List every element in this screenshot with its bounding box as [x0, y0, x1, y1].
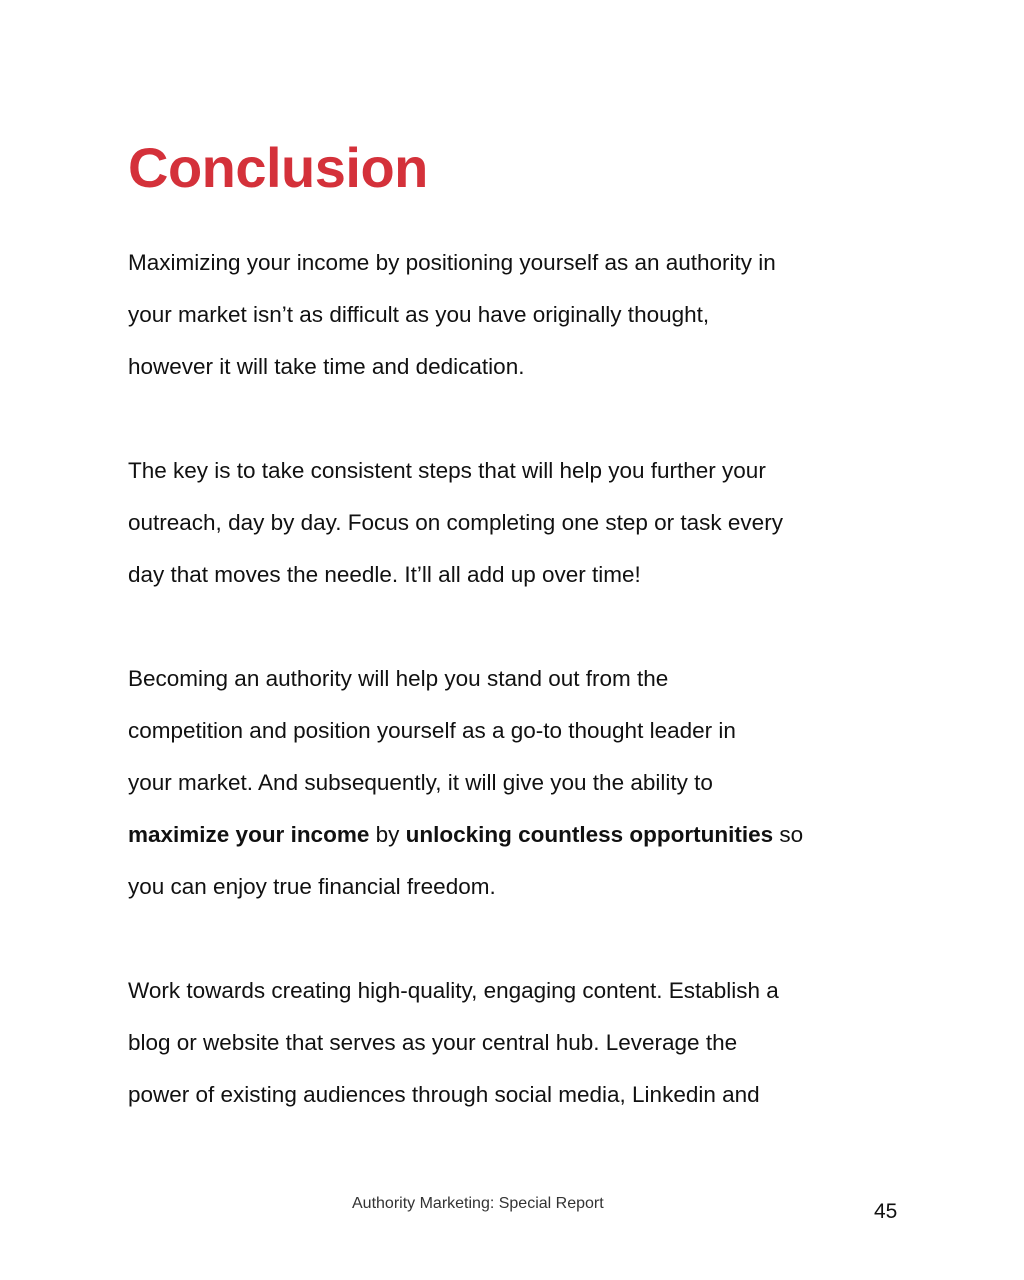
connector-text: by: [369, 822, 406, 847]
bold-phrase-maximize-income: maximize your income: [128, 822, 370, 847]
paragraph-4: [128, 965, 918, 1121]
page-number: 45: [874, 1200, 898, 1223]
paragraph-line: Work towards creating high-quality, engaging content. Establish a: [128, 978, 779, 1003]
paragraph-line: your market isn’t as difficult as you have originally thought,: [128, 302, 710, 327]
paragraph-2: [128, 445, 918, 601]
page-title: Conclusion: [128, 136, 428, 199]
footer-report-title: Authority Marketing: Special Report: [352, 1195, 604, 1212]
paragraph-line: day that moves the needle. It’ll all add up over time!: [128, 562, 641, 587]
bold-phrase-unlocking-opportunities: unlocking countless opportunities: [405, 822, 774, 847]
paragraph-line: blog or website that serves as your central hub. Leverage the: [128, 1030, 738, 1055]
body-content: [128, 237, 918, 1173]
paragraph-line: power of existing audiences through social media, Linkedin and: [128, 1082, 760, 1107]
paragraph-1: [128, 237, 918, 393]
paragraph-line: The key is to take consistent steps that will help you further your: [128, 458, 766, 483]
paragraph-line: however it will take time and dedication.: [128, 354, 525, 379]
paragraph-line: competition and position yourself as a go-to thought leader in: [128, 718, 736, 743]
paragraph-3: [128, 653, 918, 913]
paragraph-line: you can enjoy true financial freedom.: [128, 874, 496, 899]
paragraph-line: Maximizing your income by positioning yourself as an authority in: [128, 250, 776, 275]
paragraph-mixed-line: [128, 809, 918, 861]
paragraph-line: outreach, day by day. Focus on completing one step or task every: [128, 510, 783, 535]
paragraph-line: your market. And subsequently, it will give you the ability to: [128, 770, 713, 795]
paragraph-line: Becoming an authority will help you stand out from the: [128, 666, 669, 691]
connector-text: so: [773, 822, 804, 847]
